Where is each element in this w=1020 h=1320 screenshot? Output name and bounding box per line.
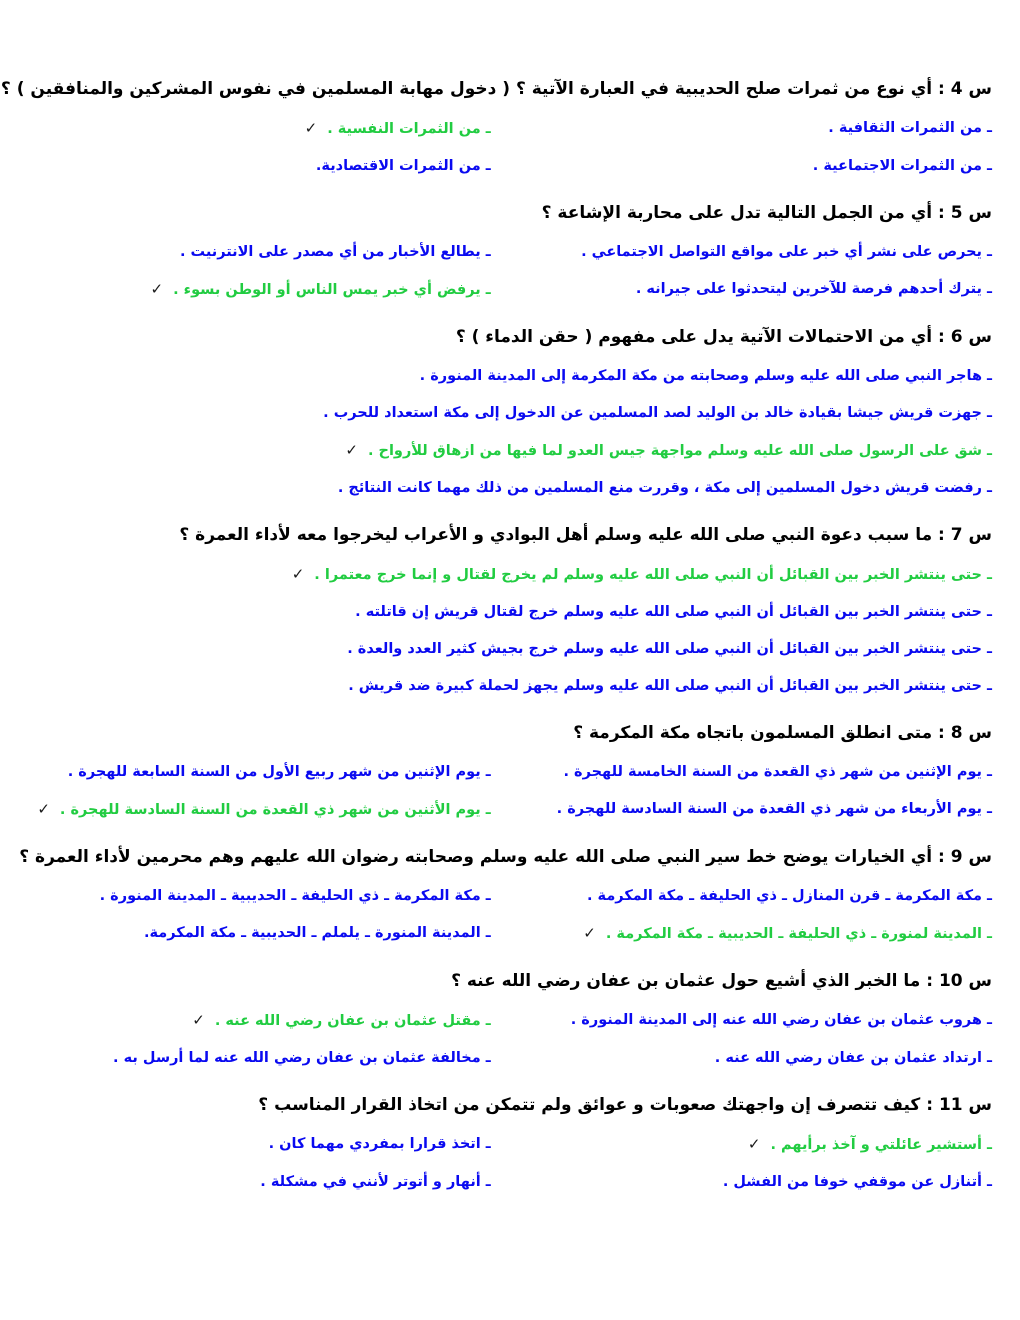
answer-option-label: ـ يوم الأثنين من شهر ذي القعدة من السنة السادسة للهجرة . (59, 802, 491, 818)
checkmark-icon: ✓ (291, 565, 305, 583)
answer-option (491, 156, 992, 176)
answer-option-label: ـ مكة المكرمة ـ ذي الحليفة ـ الحديبية ـ المدينة المنورة . (99, 888, 491, 904)
answer-option (28, 923, 491, 944)
question-q5 (28, 202, 992, 300)
answer-option (28, 886, 491, 906)
answer-option-label: ـ أنهار و أتوتر لأنني في مشكلة . (260, 1174, 491, 1190)
answer-option-label: ـ المدينة المنورة ـ يلملم ـ الحديبية ـ مكة المكرمة. (143, 925, 491, 941)
answer-option-label: ـ رفضت قريش دخول المسلمين إلى مكة ، وقررت منع المسلمين من ذلك مهما كانت النتائج . (337, 480, 992, 496)
answer-option-label: ـ يحرص على نشر أي خبر على مواقع التواصل الاجتماعي . (581, 244, 992, 260)
question-options (28, 762, 992, 820)
answer-option-label: ـ حتى ينتشر الخبر بين القبائل أن النبي صلى الله عليه وسلم خرج لقتال قريش إن قاتلته . (355, 604, 992, 620)
answer-option (28, 440, 992, 461)
question-options (28, 366, 992, 498)
answer-option-label: ـ يوم الأربعاء من شهر ذي القعدة من السنة السادسة للهجرة . (556, 801, 992, 817)
question-title: س 11 : كيف تتصرف إن واجهتك صعوبات و عوائق ولم تتمكن من اتخاذ القرار المناسب ؟ (258, 1095, 992, 1115)
answer-option-label: ـ جهزت قريش جيشا بقيادة خالد بن الوليد لصد المسلمين عن الدخول إلى مكة استعداد للحرب . (323, 405, 992, 421)
answer-option (491, 1172, 992, 1192)
answer-option (28, 478, 992, 498)
question-title: س 5 : أي من الجمل التالية تدل على محاربة الإشاعة ؟ (541, 203, 992, 223)
answer-option (491, 118, 992, 139)
answer-option-label: ـ هروب عثمان بن عفان رضي الله عنه إلى المدينة المنورة . (570, 1012, 992, 1028)
answer-option-label: ـ ارتداد عثمان بن عفان رضي الله عنه . (714, 1050, 992, 1066)
checkmark-icon: ✓ (150, 280, 164, 298)
answer-option (28, 1134, 491, 1155)
checkmark-icon: ✓ (345, 441, 358, 459)
answer-option-label: ـ اتخذ قرارا بمفردي مهما كان . (268, 1136, 491, 1152)
question-options (28, 118, 992, 176)
question-q10 (28, 970, 992, 1068)
answer-option-label: ـ من الثمرات النفسية . (327, 121, 491, 137)
answer-option (28, 676, 992, 696)
question-options (28, 1134, 992, 1192)
answer-option (28, 242, 491, 262)
answer-option-label: ـ حتى ينتشر الخبر بين القبائل أن النبي صلى الله عليه وسلم خرج بجيش كثير العدد والعدة . (347, 641, 992, 657)
answer-option (28, 762, 491, 782)
answer-option (491, 1134, 992, 1155)
question-title: س 9 : أي الخيارات يوضح خط سير النبي صلى الله عليه وسلم وصحابته رضوان الله عليهم وهم محرمين لأداء العمرة ؟ (19, 847, 992, 867)
question-title: س 6 : أي من الاحتمالات الآتية يدل على مفهوم ( حقن الدماء ) ؟ (455, 327, 992, 347)
answer-option (491, 923, 992, 944)
question-options (28, 886, 992, 944)
answer-option (491, 762, 992, 782)
answer-option (491, 886, 992, 906)
answer-option (491, 799, 992, 820)
question-q7 (28, 524, 992, 696)
answer-option-label: ـ أتنازل عن موقفي خوفا من الفشل . (722, 1174, 992, 1190)
answer-option (491, 1010, 992, 1031)
question-options (28, 1010, 992, 1068)
answer-option (28, 279, 491, 300)
question-title: س 8 : متى انطلق المسلمون باتجاه مكة المكرمة ؟ (573, 723, 992, 743)
answer-option (28, 1048, 491, 1068)
answer-option-label: ـ هاجر النبي صلى الله عليه وسلم وصحابته من مكة المكرمة إلى المدينة المنورة . (419, 368, 992, 384)
answer-option-label: ـ من الثمرات الثقافية . (828, 120, 992, 136)
answer-option (28, 1172, 491, 1192)
answer-option-label: ـ يطالع الأخبار من أي مصدر على الانترنيت . (179, 244, 491, 260)
checkmark-icon: ✓ (192, 1011, 205, 1029)
checkmark-icon: ✓ (747, 1135, 761, 1153)
question-options (28, 242, 992, 300)
answer-option (28, 602, 992, 622)
question-title: س 7 : ما سبب دعوة النبي صلى الله عليه وسلم أهل البوادي و الأعراب ليخرجوا معه لأداء العمرة ؟ (179, 525, 992, 545)
answer-option (28, 156, 491, 176)
quiz (0, 78, 992, 1192)
question-q8 (28, 722, 992, 820)
answer-option-label: ـ شق على الرسول صلى الله عليه وسلم مواجهة جيس العدو لما فيها من ازهاق للأرواح . (367, 443, 992, 459)
answer-option (28, 639, 992, 659)
checkmark-icon: ✓ (583, 924, 596, 942)
answer-option-label: ـ حتى ينتشر الخبر بين القبائل أن النبي صلى الله عليه وسلم لم يخرج لقتال و إنما خرج معتمرا . (314, 567, 992, 583)
question-q4 (0, 78, 992, 176)
checkmark-icon: ✓ (37, 800, 50, 818)
question-title: س 10 : ما الخبر الذي أشيع حول عثمان بن عفان رضي الله عنه ؟ (451, 971, 992, 991)
answer-option-label: ـ مخالفة عثمان بن عفان رضي الله عنه لما أرسل به . (113, 1050, 491, 1066)
checkmark-icon: ✓ (304, 119, 318, 137)
question-options (28, 564, 992, 696)
answer-option-label: ـ مقتل عثمان بن عفان رضي الله عنه . (214, 1013, 491, 1029)
answer-option (491, 1048, 992, 1068)
answer-option (28, 118, 491, 139)
answer-option-label: ـ يترك أحدهم فرصة للآخرين ليتحدثوا على جيرانه . (635, 281, 992, 297)
question-title: س 4 : أي نوع من ثمرات صلح الحديبية في العبارة الآتية ؟ ( دخول مهابة المسلمين في نفوس المشركين والمنافقين ) ؟ (0, 79, 992, 99)
question-q9 (19, 846, 992, 944)
answer-option (28, 366, 992, 386)
answer-option-label: ـ يوم الإثنين من شهر ربيع الأول من السنة السابعة للهجرة . (67, 764, 491, 780)
answer-option (28, 403, 992, 423)
question-q11 (28, 1094, 992, 1192)
answer-option (28, 564, 992, 585)
answer-option (491, 279, 992, 300)
answer-option-label: ـ حتى ينتشر الخبر بين القبائل أن النبي صلى الله عليه وسلم يجهز لحملة كبيرة ضد قريش . (348, 678, 992, 694)
answer-option-label: ـ يرفض أي خبر يمس الناس أو الوطن بسوء . (173, 282, 491, 298)
answer-option (28, 1010, 491, 1031)
question-q6 (28, 326, 992, 498)
answer-option-label: ـ من الثمرات الاقتصادية. (315, 158, 491, 174)
answer-option-label: ـ مكة المكرمة ـ قرن المنازل ـ ذي الحليفة ـ مكة المكرمة . (586, 888, 992, 904)
answer-option (491, 242, 992, 262)
answer-option-label: ـ من الثمرات الاجتماعية . (812, 158, 992, 174)
answer-option-label: ـ يوم الإثنين من شهر ذي القعدة من السنة الخامسة للهجرة . (563, 764, 992, 780)
answer-option (28, 799, 491, 820)
answer-option-label: ـ أستشير عائلتي و آخذ برأيهم . (770, 1137, 992, 1153)
answer-option-label: ـ المدينة لمنورة ـ ذي الحليفة ـ الحديبية ـ مكة المكرمة . (605, 926, 992, 942)
